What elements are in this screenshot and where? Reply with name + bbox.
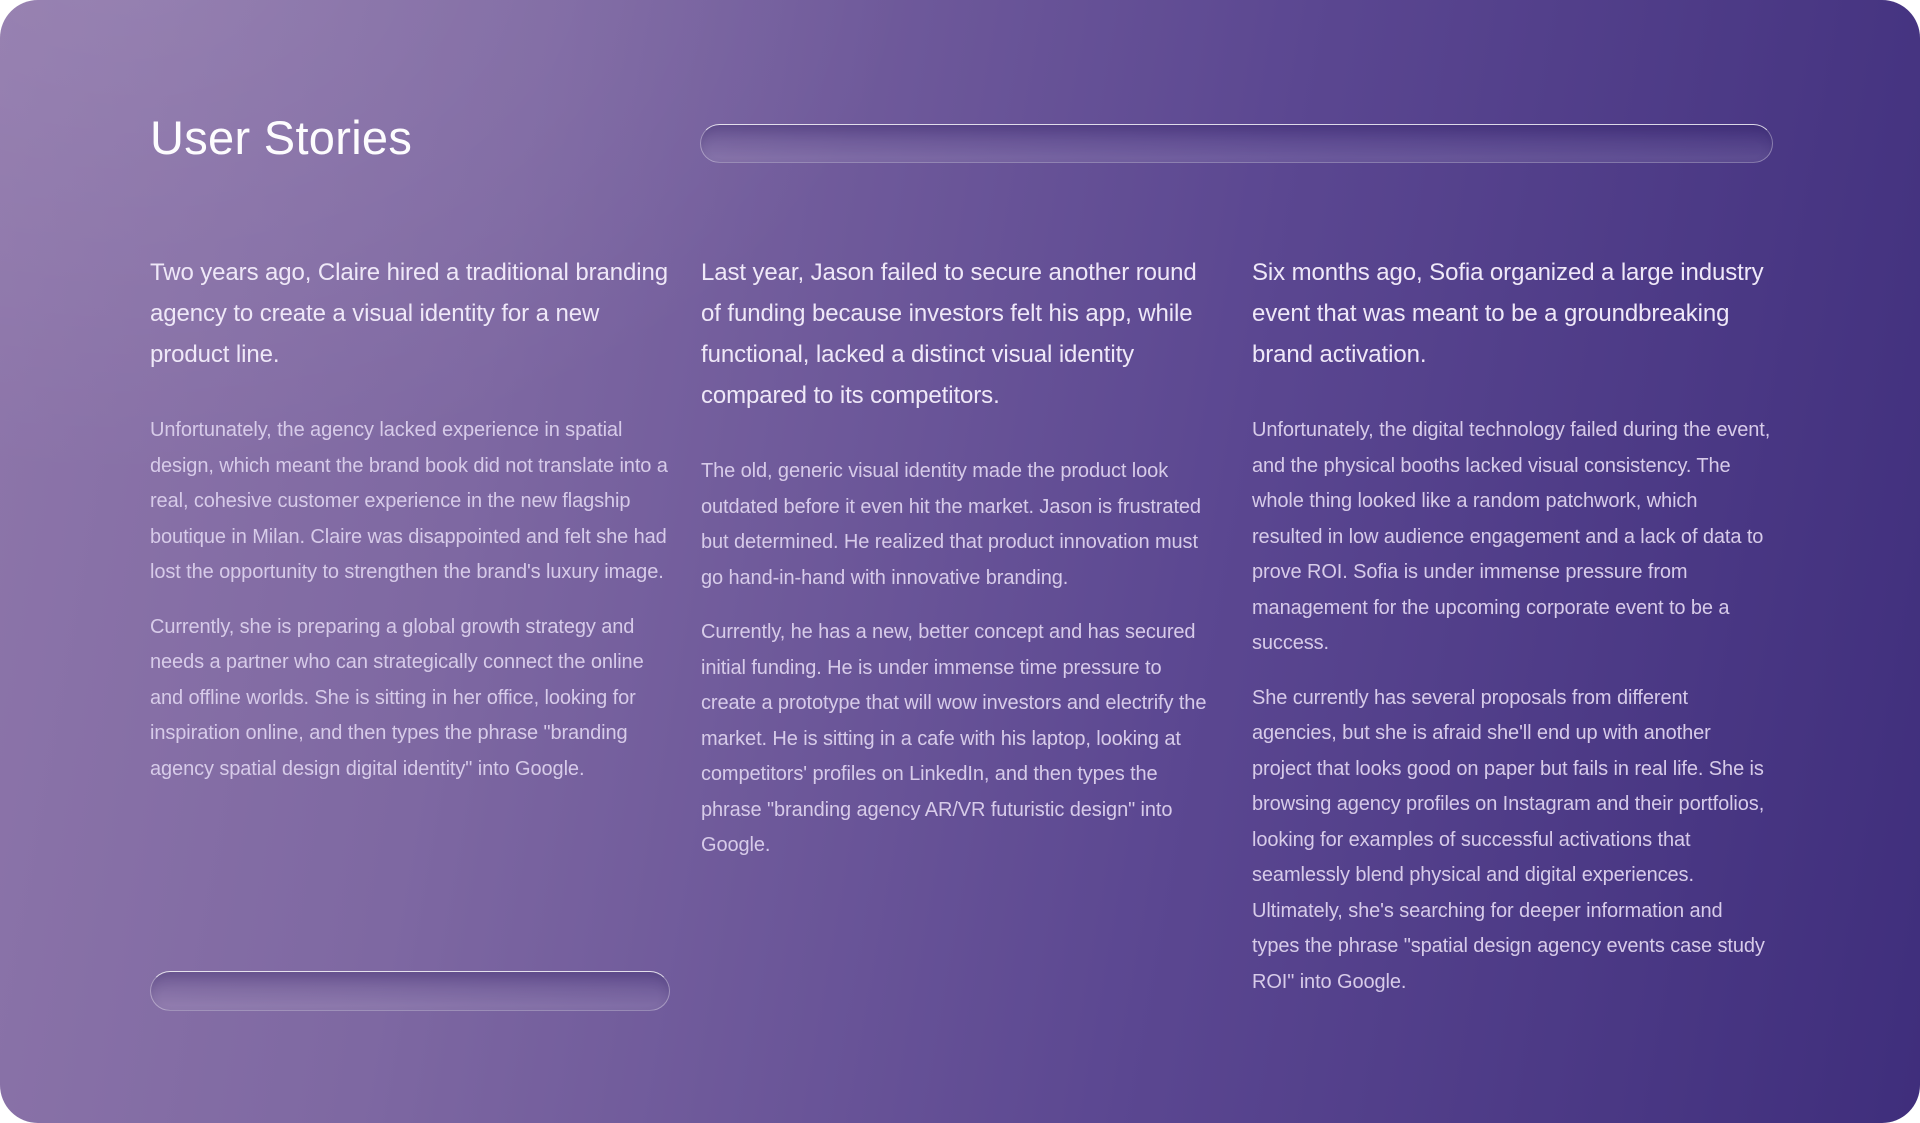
story-heading-jason: Last year, Jason failed to secure another round of funding because investors felt his app, while functional, lacked a distinct visual identity compared to its competitors. bbox=[701, 259, 1197, 409]
story-column-sofia bbox=[1252, 252, 1772, 1000]
story-paragraph: Unfortunately, the digital technology failed during the event, and the physical booths lacked visual consistency. The whole thing looked like a random patchwork, which resulted in low audience engagement and a lack of data to prove ROI. Sofia is under immense pressure from management for the upcoming corporate event to be a success. bbox=[1252, 419, 1771, 654]
user-stories-columns bbox=[150, 252, 1772, 1000]
story-column-jason bbox=[701, 252, 1221, 1000]
top-decorative-bar bbox=[700, 124, 1773, 163]
page-title: User Stories bbox=[150, 111, 413, 164]
story-paragraph: The old, generic visual identity made the product look outdated before it even hit the market. Jason is frustrated but determined. He realized that product innovation must go hand-in-hand with innovative branding. bbox=[701, 460, 1201, 589]
story-heading-claire: Two years ago, Claire hired a traditional branding agency to create a visual identity for a new product line. bbox=[150, 259, 668, 368]
story-paragraph: Currently, she is preparing a global growth strategy and needs a partner who can strategically connect the online and offline worlds. She is sitting in her office, looking for inspiration online, and then types the phrase "branding agency spatial design digital identity" into Google. bbox=[150, 615, 644, 780]
bottom-decorative-bar bbox=[150, 971, 670, 1011]
story-paragraph: She currently has several proposals from different agencies, but she is afraid she'll end up with another project that looks good on paper but fails in real life. She is browsing agency profiles on Instagram and their portfolios, looking for examples of successful activations that seamlessly blend physical and digital experiences. Ultimately, she's searching for deeper information and types the phrase "spatial design agency events case study ROI" into Google. bbox=[1252, 686, 1765, 993]
story-column-claire bbox=[150, 252, 670, 1000]
story-heading-sofia: Six months ago, Sofia organized a large industry event that was meant to be a groundbreaking brand activation. bbox=[1252, 259, 1764, 368]
story-paragraph: Unfortunately, the agency lacked experience in spatial design, which meant the brand book did not translate into a real, cohesive customer experience in the new flagship boutique in Milan. Claire was disappointed and felt she had lost the opportunity to strengthen the brand's luxury image. bbox=[150, 419, 668, 583]
story-paragraph: Currently, he has a new, better concept and has secured initial funding. He is under immense time pressure to create a prototype that will wow investors and electrify the market. He is sitting in a cafe with his laptop, looking at competitors' profiles on LinkedIn, and then types the phrase "branding agency AR/VR futuristic design" into Google. bbox=[701, 621, 1207, 856]
